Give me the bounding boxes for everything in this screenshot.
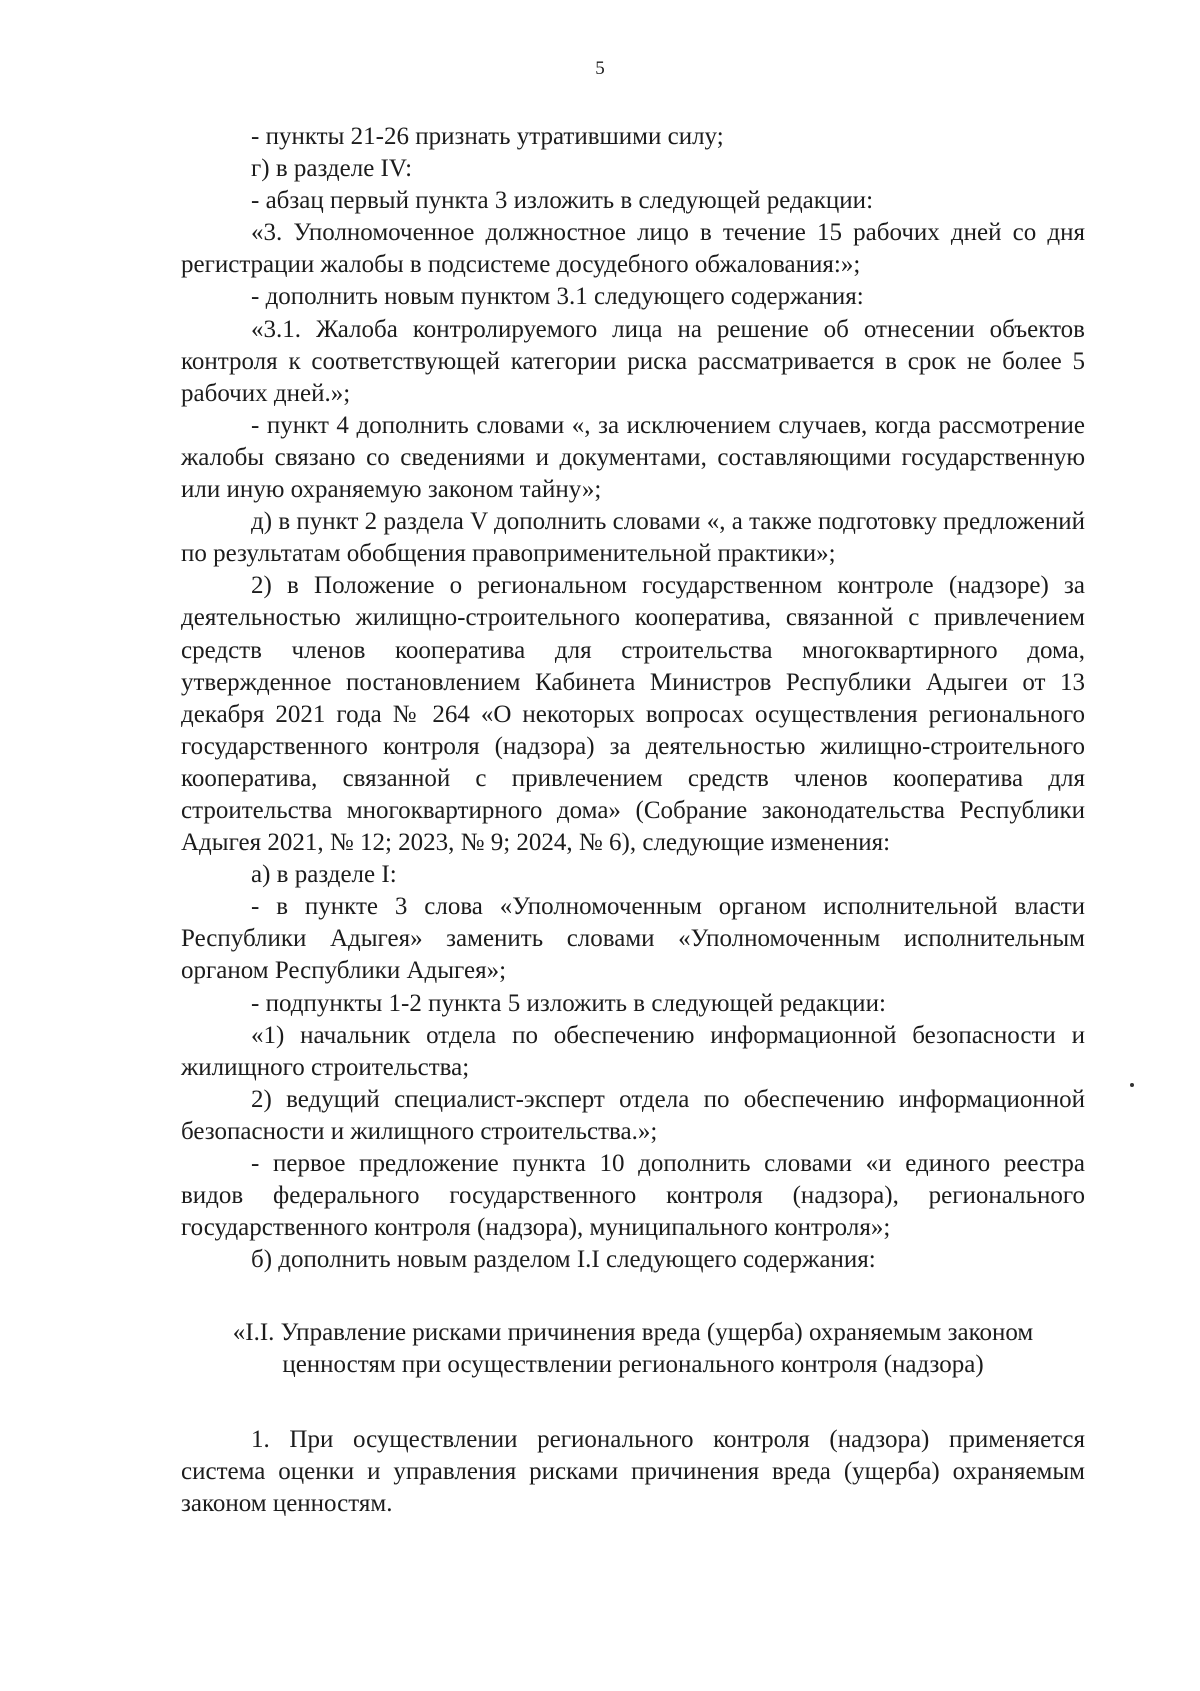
paragraph: 2) в Положение о региональном государственном контроле (надзоре) за деятельностью жилищно-строительного кооператива, связанной с привлечением средств членов кооператива для строительства многоквартирного дома, утвержденное постановлением Кабинета Министров Республики Адыгеи от 13 декабря 2021 года № 264 «О некоторых вопросах осуществления регионального государственного контроля (надзора) за деятельностью жилищно-строительного кооператива, связанной с привлечением средств членов кооператива для строительства многоквартирного дома» (Собрание законодательства Республики Адыгея 2021, № 12; 2023, № 9; 2024, № 6), следующие изменения: — [181, 572, 1085, 857]
paragraph: 2) ведущий специалист-эксперт отдела по обеспечению информационной безопасности и жилищного строительства.»; — [181, 1085, 1085, 1145]
paragraph: 1. При осуществлении регионального контроля (надзора) применяется система оценки и управления рисками причинения вреда (ущерба) охраняемым законом ценностям. — [181, 1425, 1085, 1517]
paragraph: а) в разделе I: — [251, 861, 397, 889]
paragraph: - абзац первый пункта 3 изложить в следующей редакции: — [251, 187, 874, 215]
document-body — [181, 121, 1085, 1520]
paragraph: б) дополнить новым разделом I.I следующего содержания: — [251, 1246, 876, 1274]
paragraph: - пункты 21-26 признать утратившими силу; — [251, 123, 724, 150]
paragraph: «3.1. Жалоба контролируемого лица на решение об отнесении объектов контроля к соответствующей категории риска рассматривается в срок не более 5 рабочих дней.»; — [181, 315, 1085, 407]
scan-speck — [1130, 1083, 1134, 1087]
page-number: 5 — [595, 58, 605, 79]
paragraph: «3. Уполномоченное должностное лицо в течение 15 рабочих дней со дня регистрации жалобы в подсистеме досудебного обжалования:»; — [181, 219, 1085, 279]
paragraph: - первое предложение пункта 10 дополнить словами «и единого реестра видов федерального государственного контроля (надзора), регионального государственного контроля (надзора), муниципального контроля»; — [181, 1150, 1085, 1242]
paragraph: - пункт 4 дополнить словами «, за исключением случаев, когда рассмотрение жалобы связано со сведениями и документами, составляющими государственную или иную охраняемую законом тайну»; — [181, 411, 1085, 504]
paragraph: «1) начальник отдела по обеспечению информационной безопасности и жилищного строительства; — [181, 1021, 1085, 1081]
paragraph: г) в разделе IV: — [251, 155, 413, 183]
paragraph: д) в пункт 2 раздела V дополнить словами «, а также подготовку предложений по результатам обобщения правоприменительной практики»; — [181, 508, 1085, 568]
section-heading-line: «I.I. Управление рисками причинения вреда (ущерба) охраняемым законом — [232, 1319, 1034, 1347]
section-heading-line: ценностям при осуществлении регионального контроля (надзора) — [282, 1351, 984, 1379]
paragraph: - в пункте 3 слова «Уполномоченным органом исполнительной власти Республики Адыгея» заменить словами «Уполномоченным исполнительным органом Республики Адыгея»; — [181, 893, 1085, 985]
paragraph: - дополнить новым пунктом 3.1 следующего содержания: — [251, 283, 864, 311]
paragraph: - подпункты 1-2 пункта 5 изложить в следующей редакции: — [251, 989, 886, 1017]
section-heading — [181, 1317, 1085, 1381]
